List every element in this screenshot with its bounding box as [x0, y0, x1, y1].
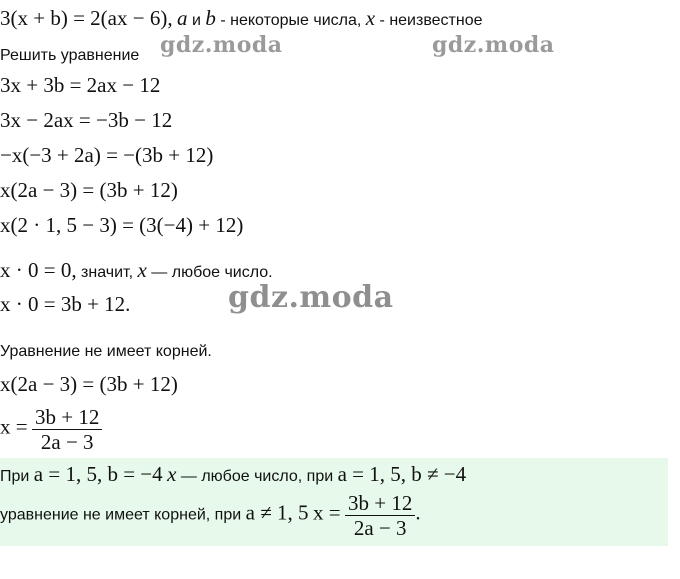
step-5: x(2 · 1, 5 − 3) = (3(−4) + 12): [0, 213, 244, 237]
summary-line2-cond: a ≠ 1, 5: [245, 500, 309, 525]
step-2: 3x − 2ax = −3b − 12: [0, 108, 173, 132]
summary-line-2: [0, 492, 421, 539]
summary-denominator: 2a − 3: [353, 516, 407, 540]
summary-fraction: [345, 492, 415, 539]
case1-equation: x · 0 = 0,: [0, 258, 77, 282]
equation-after: x(2a − 3) = (3b + 12): [0, 372, 178, 396]
and-word: и: [191, 12, 201, 29]
summary-pre: При: [0, 468, 30, 485]
solution-denominator: 2a − 3: [40, 430, 94, 454]
step-3: −x(−3 + 2a) = −(3b + 12): [0, 143, 214, 167]
solution-lhs: x =: [0, 414, 28, 439]
summary-line2-text: уравнение не имеет корней, при: [0, 506, 242, 524]
case1-text: значит,: [81, 264, 134, 281]
case-no-roots-equation: x · 0 = 3b + 12.: [0, 292, 131, 316]
watermark-2: gdz.moda: [432, 32, 555, 58]
problem-statement: [0, 6, 483, 31]
summary-mid: — любое число, при: [180, 468, 334, 485]
watermark-1: gdz.moda: [160, 32, 283, 58]
var-x: x: [365, 6, 376, 30]
solution-numerator: 3b + 12: [32, 406, 102, 430]
no-roots-text: Уравнение не имеет корней.: [0, 343, 212, 360]
summary-cond-1: a = 1, 5, b = −4: [33, 462, 163, 486]
var-b: b: [205, 6, 216, 30]
var-a: a: [177, 6, 188, 30]
watermark-3: gdz.moda: [228, 280, 394, 315]
summary-numerator: 3b + 12: [345, 492, 415, 516]
case1-x: x: [137, 258, 147, 282]
summary-line-1: [0, 462, 466, 487]
step-1: 3x + 3b = 2ax − 12: [0, 73, 161, 97]
summary-end: .: [415, 500, 421, 525]
summary-line2-x: x =: [312, 500, 341, 525]
summary-x: x: [167, 462, 177, 486]
summary-cond-2: a = 1, 5, b ≠ −4: [337, 462, 467, 486]
step-4: x(2a − 3) = (3b + 12): [0, 178, 178, 202]
problem-desc-1: - некоторые числа,: [220, 12, 362, 29]
solution-formula: [0, 406, 102, 453]
case1-tail: — любое число.: [151, 264, 273, 281]
problem-equation: 3(x + b) = 2(ax − 6),: [0, 6, 173, 30]
problem-desc-2: - неизвестное: [379, 12, 483, 29]
solution-fraction: [32, 406, 102, 453]
solve-label: Решить уравнение: [0, 47, 140, 64]
